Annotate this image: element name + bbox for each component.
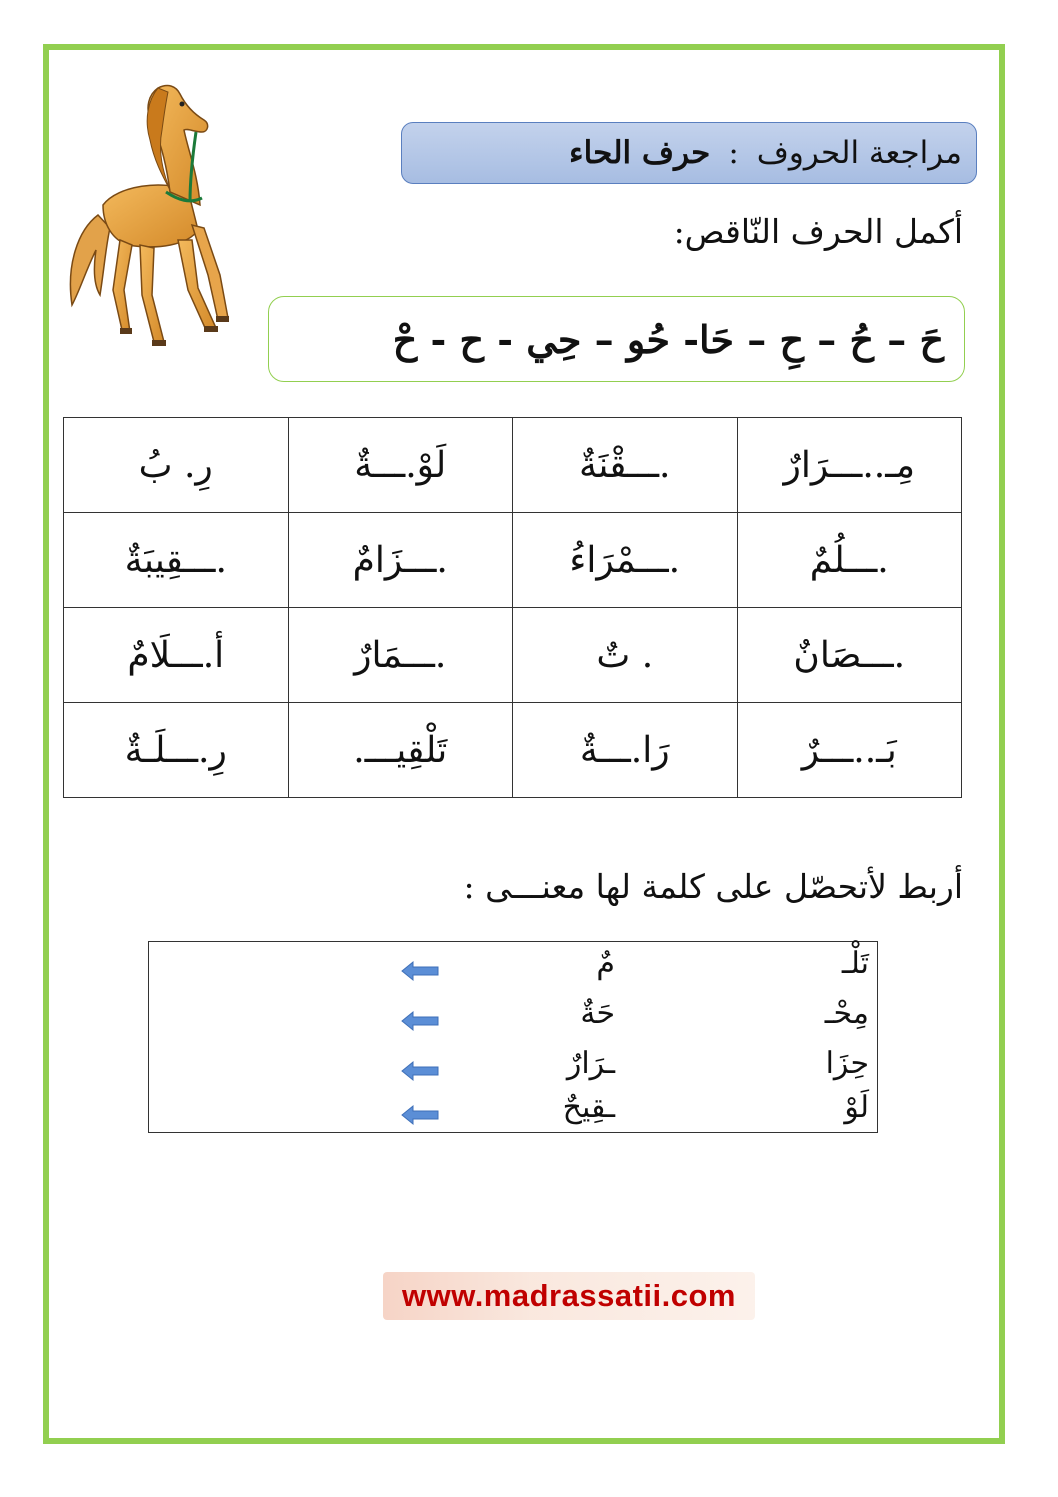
grid-cell[interactable]: .ـــمَارٌ xyxy=(288,608,513,703)
website-watermark[interactable] xyxy=(383,1272,755,1320)
matching-box xyxy=(148,941,878,1133)
match-row xyxy=(149,1046,877,1092)
grid-cell[interactable]: .ـــقْنَةٌ xyxy=(513,418,738,513)
title-separator: : xyxy=(728,135,739,171)
table-row xyxy=(64,703,962,798)
horse-illustration xyxy=(58,80,233,360)
grid-cell[interactable]: بَـ..ـــرٌ xyxy=(737,703,962,798)
grid-cell[interactable]: تَلْقِيـــ. xyxy=(288,703,513,798)
letter-forms-box xyxy=(268,296,965,382)
grid-cell[interactable]: .ـــلُمٌ xyxy=(737,513,962,608)
grid-cell[interactable]: .ـــصَانٌ xyxy=(737,608,962,703)
grid-cell[interactable]: رَا.ـــةٌ xyxy=(513,703,738,798)
letter-forms: حَ – حُ – حِ – حَا- حُو – حِي - ح - حْ xyxy=(392,316,944,362)
match-row xyxy=(149,946,877,992)
match-word[interactable]: مِحْـ xyxy=(824,996,869,1031)
table-row xyxy=(64,513,962,608)
exercise1-instruction: أكمل الحرف النّاقص: xyxy=(673,212,963,251)
match-row xyxy=(149,1090,877,1136)
grid-cell[interactable]: رِ. بُ xyxy=(64,418,289,513)
table-row xyxy=(64,418,962,513)
match-ending[interactable]: حَةٌ xyxy=(580,996,615,1031)
page-title: مراجعة الحروف xyxy=(756,135,962,171)
grid-cell[interactable]: مِـ..ـــرَارٌ xyxy=(737,418,962,513)
grid-cell[interactable]: لَوْ.ـــةٌ xyxy=(288,418,513,513)
match-ending[interactable]: مٌ xyxy=(596,946,615,981)
grid-cell[interactable]: رِ.ـــلَـةٌ xyxy=(64,703,289,798)
grid-cell[interactable]: أ.ـــلَامٌ xyxy=(64,608,289,703)
title-box xyxy=(401,122,977,184)
match-word[interactable]: حِزَا xyxy=(825,1046,869,1081)
grid-cell[interactable]: .ـــمْرَاءُ xyxy=(513,513,738,608)
table-row xyxy=(64,608,962,703)
letter-name: حرف الحاء xyxy=(569,135,711,171)
grid-cell[interactable]: .ـــقِيبَةٌ xyxy=(64,513,289,608)
exercise2-instruction: أربط لأتحصّل على كلمة لها معنـــى : xyxy=(463,867,963,906)
grid-cell[interactable]: . تٌ xyxy=(513,608,738,703)
match-ending[interactable]: ـقِيحٌ xyxy=(562,1090,615,1125)
fill-in-grid xyxy=(63,417,962,798)
match-word[interactable]: لَوْ xyxy=(844,1090,869,1125)
left-arrow-icon xyxy=(401,1104,439,1126)
left-arrow-icon xyxy=(401,1010,439,1032)
left-arrow-icon xyxy=(401,1060,439,1082)
match-word[interactable]: تَلْـ xyxy=(841,946,869,981)
grid-cell[interactable]: .ـــزَامٌ xyxy=(288,513,513,608)
left-arrow-icon xyxy=(401,960,439,982)
match-ending[interactable]: ـرَارٌ xyxy=(566,1046,615,1081)
match-row xyxy=(149,996,877,1042)
website-link[interactable]: www.madrassatii.com xyxy=(402,1278,736,1313)
